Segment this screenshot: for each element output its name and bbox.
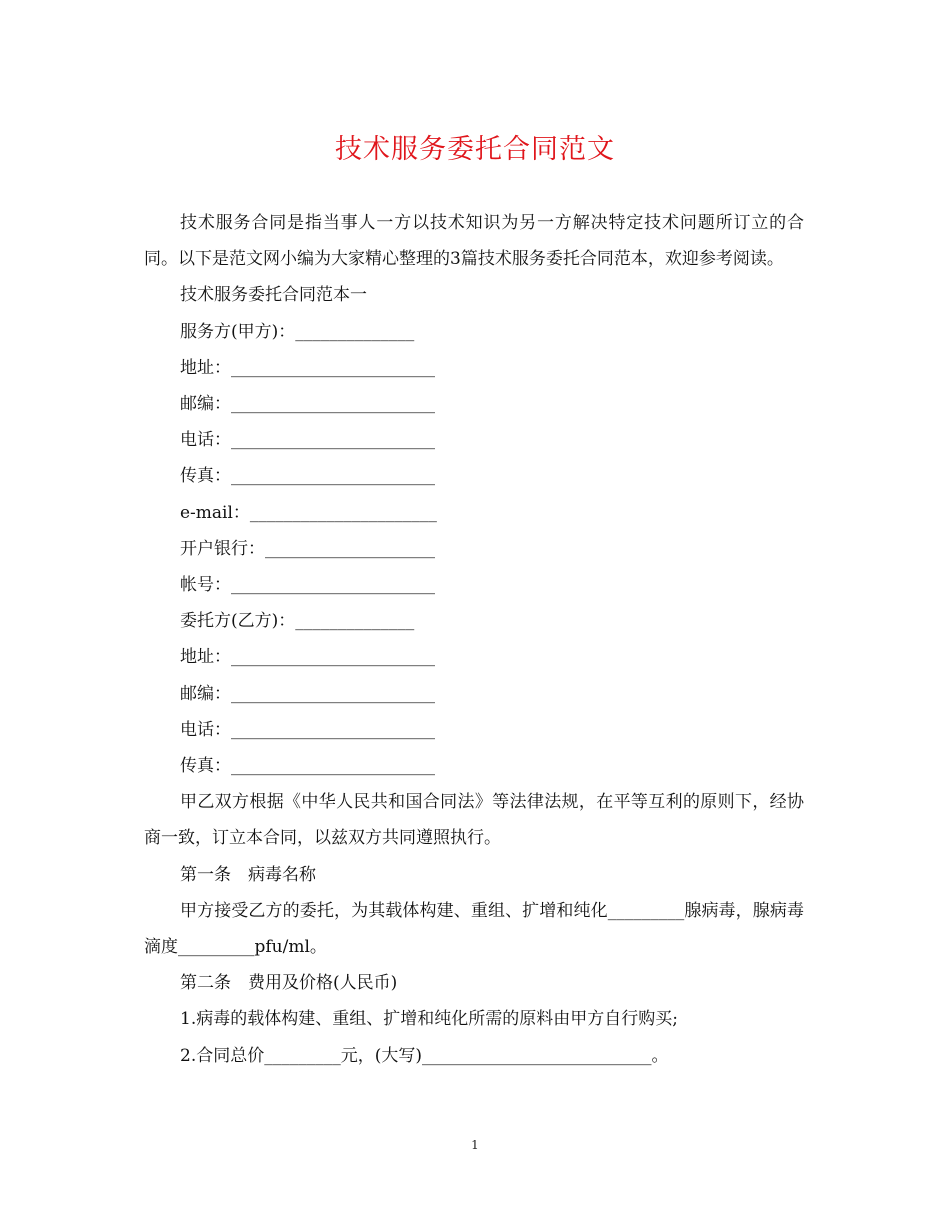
party-b-address: 地址：________________________: [180, 647, 435, 668]
party-b-client-party: 委托方(乙方)：______________: [180, 611, 415, 632]
article-2-item-2: 2.合同总价_________元，(大写)___________________________。: [180, 1045, 669, 1066]
article-1-text: 甲方接受乙方的委托，为其载体构建、重组、扩增和纯化_________腺病毒，腺病毒滴度_________pfu/ml。: [144, 900, 804, 958]
article-2-heading: 第二条 费用及价格(人民币): [180, 973, 398, 994]
preamble-paragraph: 甲乙双方根据《中华人民共和国合同法》等法律法规，在平等互利的原则下，经协商一致，订立本合同，以兹双方共同遵照执行。: [144, 792, 804, 849]
party-b-phone: 电话：________________________: [180, 719, 435, 740]
party-a-block: [144, 314, 804, 604]
page-number: 1: [471, 1138, 479, 1152]
document-body: [144, 205, 804, 1074]
intro-paragraph: 技术服务合同是指当事人一方以技术知识为另一方解决特定技术问题所订立的合同。以下是范文网小编为大家精心整理的3篇技术服务委托合同范本，欢迎参考阅读。: [144, 213, 804, 270]
document-title: 技术服务委托合同范文: [335, 134, 615, 165]
article-2-item-1: 1.病毒的载体构建、重组、扩增和纯化所需的原料由甲方自行购买;: [180, 1009, 678, 1030]
party-a-account: 帐号：________________________: [180, 575, 435, 596]
party-a-phone: 电话：________________________: [180, 430, 435, 451]
party-b-block: [144, 603, 804, 784]
party-b-postcode: 邮编：________________________: [180, 683, 435, 704]
party-b-fax: 传真：________________________: [180, 756, 435, 777]
party-a-address: 地址：________________________: [180, 357, 435, 378]
party-a-bank: 开户银行：____________________: [180, 538, 435, 559]
party-a-fax: 传真：________________________: [180, 466, 435, 487]
party-a-email: e-mail：______________________: [180, 502, 437, 523]
article-1-heading: 第一条 病毒名称: [180, 864, 316, 885]
party-a-postcode: 邮编：________________________: [180, 394, 435, 415]
party-a-service-party: 服务方(甲方)：______________: [180, 321, 415, 342]
section-heading: 技术服务委托合同范本一: [180, 285, 367, 306]
